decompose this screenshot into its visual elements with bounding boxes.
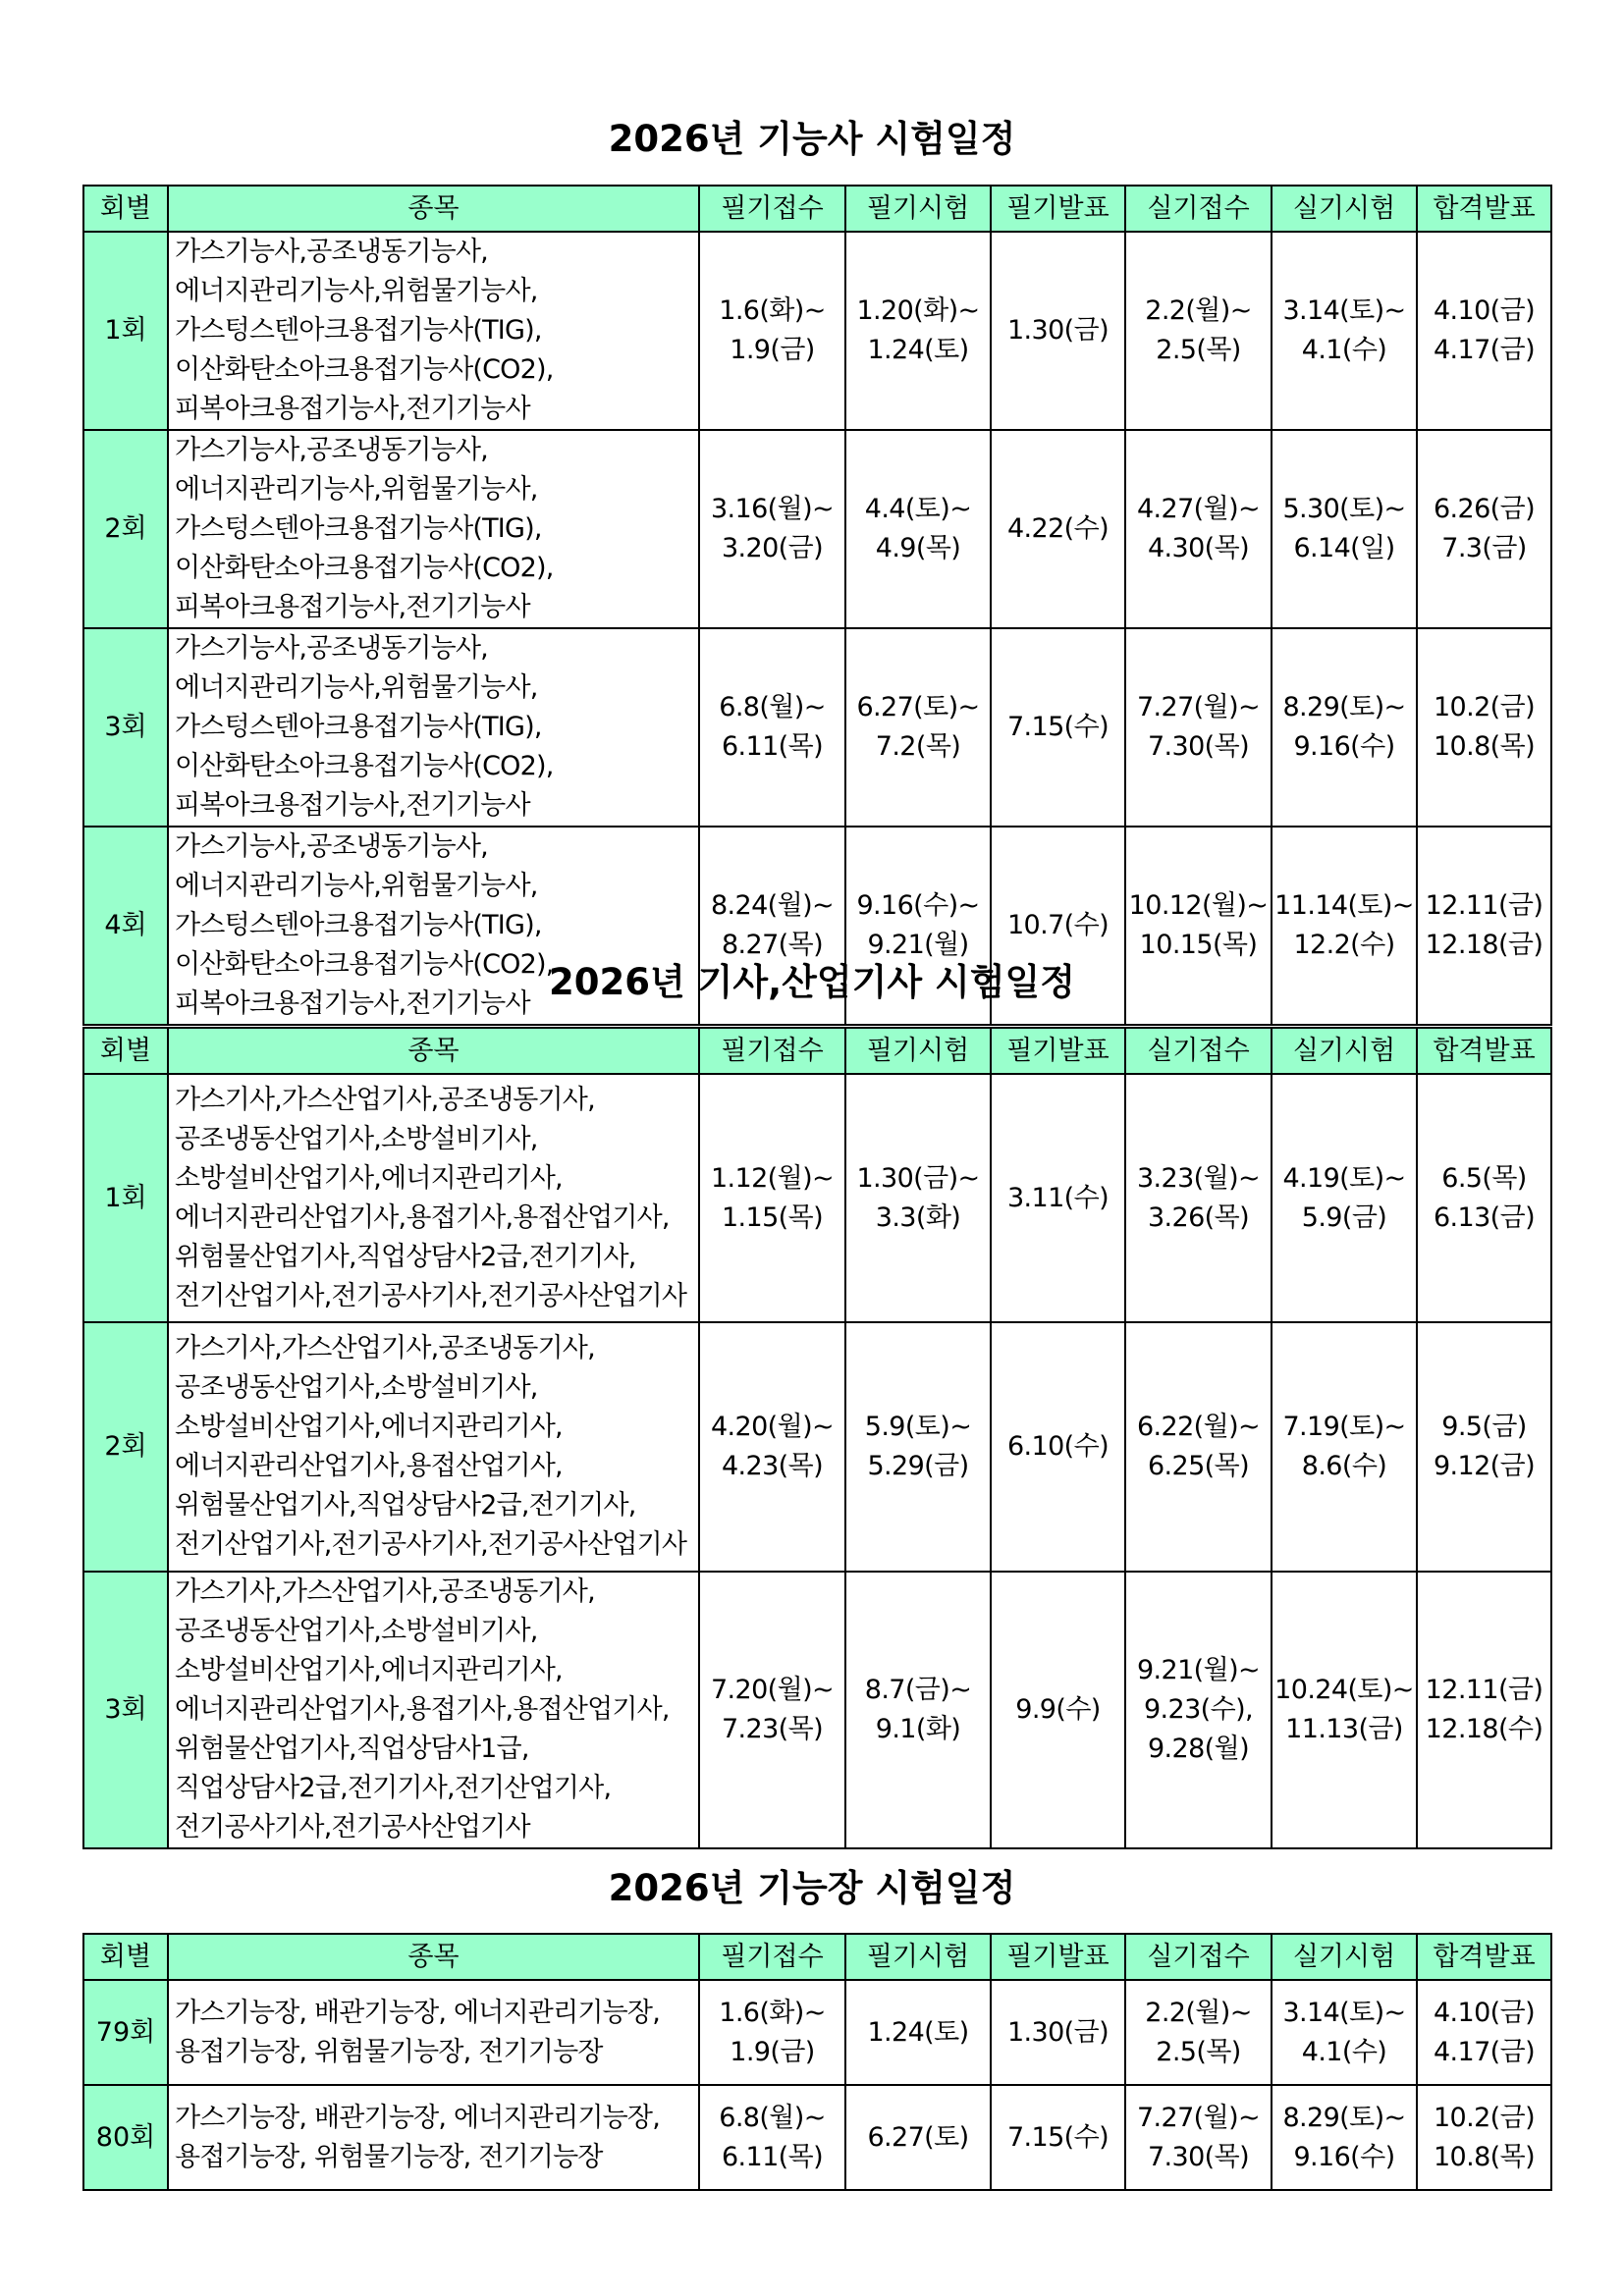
date-text: 2.2(월)~ (1145, 295, 1252, 326)
final-result-cell (1417, 1074, 1551, 1322)
table-header (83, 1028, 1551, 1074)
header-practical-apply: 실기접수 (1125, 186, 1272, 232)
date-text: 11.13(금) (1285, 1714, 1403, 1744)
round-cell: 79회 (83, 1980, 168, 2085)
header-written-exam: 필기시험 (845, 186, 991, 232)
final-result-cell (1417, 1980, 1551, 2085)
header-row (83, 1028, 1551, 1074)
table-row (83, 1074, 1551, 1322)
subjects-cell: 가스기사,가스산업기사,공조냉동기사,공조냉동산업기사,소방설비기사,소방설비산업기사,에너지관리기사,에너지관리산업기사,용접기사,용접산업기사,위험물산업기사,직업상담사2급,전기기사,전기산업기사,전기공사기사,전기공사산업기사 (168, 1074, 699, 1322)
header-subject: 종목 (168, 1028, 699, 1074)
date-text: 12.18(금) (1425, 930, 1543, 960)
date-text: 1.30(금)~ (856, 1162, 980, 1194)
date-text: 7.30(목) (1147, 2141, 1250, 2172)
table-header (83, 1934, 1551, 1980)
date-text: 1.9(금) (730, 2036, 815, 2067)
header-subject: 종목 (168, 186, 699, 232)
date-text: 1.30(금) (1006, 315, 1110, 346)
written-apply-cell (699, 628, 845, 827)
date-text: 4.10(금) (1433, 295, 1536, 326)
date-text: 3.20(금) (721, 533, 824, 563)
header-written-apply: 필기접수 (699, 186, 845, 232)
date-text: 9.12(금) (1433, 1451, 1536, 1481)
date-text: 7.23(목) (721, 1714, 824, 1744)
date-text: 4.19(토)~ (1282, 1162, 1406, 1194)
date-text: 4.22(수) (1006, 513, 1110, 544)
practical-exam-cell (1272, 628, 1417, 827)
date-text: 9.21(월)~ (1136, 1655, 1261, 1685)
header-round: 회별 (83, 1028, 168, 1074)
date-text: 1.15(목) (721, 1201, 824, 1233)
written-result-cell (991, 2085, 1125, 2190)
written-exam-cell (845, 1572, 991, 1848)
written-apply-cell (699, 430, 845, 628)
written-exam-cell (845, 2085, 991, 2190)
header-written-result: 필기발표 (991, 1028, 1125, 1074)
written-apply-cell (699, 1322, 845, 1572)
date-text: 6.27(토)~ (856, 692, 980, 722)
date-text: 8.29(토)~ (1282, 2102, 1406, 2133)
header-practical-exam: 실기시험 (1272, 1028, 1417, 1074)
date-text: 5.29(금) (867, 1451, 969, 1481)
date-text: 1.30(금) (1006, 2016, 1110, 2048)
date-text: 4.1(수) (1301, 2036, 1387, 2067)
round-cell: 4회 (83, 827, 168, 1025)
date-text: 7.30(목) (1147, 731, 1250, 762)
written-result-cell (991, 232, 1125, 430)
practical-exam-cell (1272, 430, 1417, 628)
date-text: 7.20(월)~ (710, 1675, 835, 1705)
written-apply-cell (699, 1980, 845, 2085)
round-cell: 80회 (83, 2085, 168, 2190)
practical-exam-cell (1272, 1572, 1417, 1848)
header-written-exam: 필기시험 (845, 1028, 991, 1074)
date-text: 7.2(목) (875, 731, 961, 762)
table-body (83, 232, 1551, 1025)
schedule-table (82, 1027, 1552, 1849)
date-text: 7.3(금) (1441, 533, 1527, 563)
practical-apply-cell (1125, 1572, 1272, 1848)
written-result-cell (991, 1980, 1125, 2085)
header-subject: 종목 (168, 1934, 699, 1980)
date-text: 9.23(수), (1143, 1694, 1254, 1725)
header-round: 회별 (83, 1934, 168, 1980)
practical-exam-cell (1272, 1322, 1417, 1572)
table-row (83, 2085, 1551, 2190)
round-cell: 3회 (83, 628, 168, 827)
round-cell: 3회 (83, 1572, 168, 1848)
written-exam-cell (845, 430, 991, 628)
schedule-table (82, 185, 1552, 1026)
date-text: 1.24(토) (867, 2016, 969, 2048)
date-text: 4.30(목) (1147, 533, 1250, 563)
date-text: 8.29(토)~ (1282, 692, 1406, 722)
final-result-cell (1417, 430, 1551, 628)
written-apply-cell (699, 1074, 845, 1322)
header-row (83, 186, 1551, 232)
table-row (83, 1572, 1551, 1848)
date-text: 10.15(목) (1139, 930, 1258, 960)
date-text: 3.14(토)~ (1282, 1997, 1406, 2028)
subjects-cell: 가스기능사,공조냉동기능사,에너지관리기능사,위험물기능사,가스텅스텐아크용접기능사(TIG),이산화탄소아크용접기능사(CO2),피복아크용접기능사,전기기능사 (168, 628, 699, 827)
date-text: 6.8(월)~ (719, 692, 826, 722)
written-exam-cell (845, 1322, 991, 1572)
written-exam-cell (845, 232, 991, 430)
date-text: 6.5(목) (1441, 1162, 1527, 1194)
date-text: 6.27(토) (867, 2121, 969, 2153)
date-text: 4.17(금) (1433, 2036, 1536, 2067)
written-result-cell (991, 628, 1125, 827)
date-text: 12.18(수) (1425, 1714, 1543, 1744)
date-text: 6.13(금) (1433, 1201, 1536, 1233)
practical-apply-cell (1125, 1980, 1272, 2085)
date-text: 3.3(화) (875, 1201, 961, 1233)
practical-apply-cell (1125, 628, 1272, 827)
date-text: 12.11(금) (1425, 890, 1543, 921)
date-text: 9.1(화) (875, 1714, 961, 1744)
round-cell: 1회 (83, 232, 168, 430)
header-practical-exam: 실기시험 (1272, 1934, 1417, 1980)
date-text: 10.12(월)~ (1128, 890, 1269, 921)
practical-exam-cell (1272, 2085, 1417, 2190)
practical-exam-cell (1272, 1980, 1417, 2085)
date-text: 10.7(수) (1006, 910, 1110, 940)
date-text: 9.28(월) (1147, 1734, 1250, 1764)
table-row (83, 1322, 1551, 1572)
date-text: 2.5(목) (1156, 335, 1241, 365)
date-text: 2.2(월)~ (1145, 1997, 1252, 2028)
date-text: 4.20(월)~ (710, 1412, 835, 1442)
date-text: 8.6(수) (1301, 1451, 1387, 1481)
date-text: 4.4(토)~ (864, 494, 972, 524)
header-written-apply: 필기접수 (699, 1934, 845, 1980)
subjects-cell: 가스기능사,공조냉동기능사,에너지관리기능사,위험물기능사,가스텅스텐아크용접기능사(TIG),이산화탄소아크용접기능사(CO2),피복아크용접기능사,전기기능사 (168, 232, 699, 430)
table-row (83, 430, 1551, 628)
written-apply-cell (699, 1572, 845, 1848)
header-round: 회별 (83, 186, 168, 232)
date-text: 4.23(목) (721, 1451, 824, 1481)
date-text: 12.2(수) (1293, 930, 1395, 960)
practical-apply-cell (1125, 232, 1272, 430)
schedule-table (82, 1933, 1552, 2191)
date-text: 8.7(금)~ (864, 1675, 972, 1705)
round-cell: 1회 (83, 1074, 168, 1322)
date-text: 1.6(화)~ (719, 295, 826, 326)
round-cell: 2회 (83, 1322, 168, 1572)
subjects-cell: 가스기사,가스산업기사,공조냉동기사,공조냉동산업기사,소방설비기사,소방설비산업기사,에너지관리기사,에너지관리산업기사,용접산업기사,위험물산업기사,직업상담사2급,전기기사,전기산업기사,전기공사기사,전기공사산업기사 (168, 1322, 699, 1572)
written-result-cell (991, 1322, 1125, 1572)
written-result-cell (991, 430, 1125, 628)
practical-exam-cell (1272, 1074, 1417, 1322)
section-title: 2026년 기사,산업기사 시험일정 (549, 961, 1075, 1003)
date-text: 1.20(화)~ (856, 295, 980, 326)
section-title: 2026년 기능장 시험일정 (608, 1867, 1016, 1909)
date-text: 9.16(수)~ (856, 890, 980, 921)
header-final-result: 합격발표 (1417, 186, 1551, 232)
table-header (83, 186, 1551, 232)
table-row (83, 628, 1551, 827)
final-result-cell (1417, 2085, 1551, 2190)
subjects-cell: 가스기능사,공조냉동기능사,에너지관리기능사,위험물기능사,가스텅스텐아크용접기능사(TIG),이산화탄소아크용접기능사(CO2),피복아크용접기능사,전기기능사 (168, 827, 699, 1025)
date-text: 6.11(목) (721, 731, 824, 762)
table-body (83, 1074, 1551, 1848)
date-text: 10.24(토)~ (1274, 1675, 1414, 1705)
date-text: 4.17(금) (1433, 335, 1536, 365)
header-written-exam: 필기시험 (845, 1934, 991, 1980)
date-text: 11.14(토)~ (1274, 890, 1414, 921)
date-text: 3.11(수) (1006, 1182, 1110, 1213)
subjects-cell: 가스기능장, 배관기능장, 에너지관리기능장, 용접기능장, 위험물기능장, 전기기능장 (168, 1980, 699, 2085)
header-practical-apply: 실기접수 (1125, 1934, 1272, 1980)
date-text: 9.9(수) (1015, 1694, 1101, 1725)
written-exam-cell (845, 1980, 991, 2085)
table-body (83, 1980, 1551, 2190)
final-result-cell (1417, 232, 1551, 430)
header-row (83, 1934, 1551, 1980)
header-practical-apply: 실기접수 (1125, 1028, 1272, 1074)
date-text: 12.11(금) (1425, 1675, 1543, 1705)
date-text: 3.14(토)~ (1282, 295, 1406, 326)
date-text: 1.24(토) (867, 335, 969, 365)
date-text: 1.6(화)~ (719, 1997, 826, 2028)
header-written-result: 필기발표 (991, 1934, 1125, 1980)
written-result-cell (991, 1572, 1125, 1848)
final-result-cell (1417, 1322, 1551, 1572)
date-text: 6.25(목) (1147, 1451, 1250, 1481)
date-text: 5.9(금) (1301, 1201, 1387, 1233)
date-text: 3.16(월)~ (710, 494, 835, 524)
date-text: 1.12(월)~ (710, 1162, 835, 1194)
written-result-cell (991, 1074, 1125, 1322)
date-text: 6.10(수) (1006, 1431, 1110, 1462)
date-text: 7.27(월)~ (1136, 2102, 1261, 2133)
practical-exam-cell (1272, 232, 1417, 430)
final-result-cell (1417, 628, 1551, 827)
table-row (83, 1980, 1551, 2085)
header-final-result: 합격발표 (1417, 1934, 1551, 1980)
header-written-result: 필기발표 (991, 186, 1125, 232)
round-cell: 2회 (83, 430, 168, 628)
date-text: 4.9(목) (875, 533, 961, 563)
practical-apply-cell (1125, 1074, 1272, 1322)
date-text: 6.8(월)~ (719, 2102, 826, 2133)
written-exam-cell (845, 628, 991, 827)
date-text: 4.10(금) (1433, 1997, 1536, 2028)
date-text: 1.9(금) (730, 335, 815, 365)
subjects-cell: 가스기능장, 배관기능장, 에너지관리기능장, 용접기능장, 위험물기능장, 전기기능장 (168, 2085, 699, 2190)
date-text: 8.27(목) (721, 930, 824, 960)
date-text: 10.2(금) (1433, 2102, 1536, 2133)
date-text: 9.5(금) (1441, 1412, 1527, 1442)
header-final-result: 합격발표 (1417, 1028, 1551, 1074)
date-text: 7.15(수) (1006, 712, 1110, 742)
subjects-cell: 가스기능사,공조냉동기능사,에너지관리기능사,위험물기능사,가스텅스텐아크용접기능사(TIG),이산화탄소아크용접기능사(CO2),피복아크용접기능사,전기기능사 (168, 430, 699, 628)
date-text: 5.9(토)~ (864, 1412, 972, 1442)
date-text: 7.15(수) (1006, 2121, 1110, 2153)
written-exam-cell (845, 1074, 991, 1322)
date-text: 9.21(월) (867, 930, 969, 960)
date-text: 3.23(월)~ (1136, 1162, 1261, 1194)
date-text: 6.22(월)~ (1136, 1412, 1261, 1442)
table-row (83, 232, 1551, 430)
date-text: 9.16(수) (1293, 2141, 1395, 2172)
practical-apply-cell (1125, 430, 1272, 628)
date-text: 3.26(목) (1147, 1201, 1250, 1233)
written-apply-cell (699, 2085, 845, 2190)
date-text: 7.27(월)~ (1136, 692, 1261, 722)
practical-apply-cell (1125, 2085, 1272, 2190)
date-text: 4.1(수) (1301, 335, 1387, 365)
final-result-cell (1417, 1572, 1551, 1848)
date-text: 8.24(월)~ (710, 890, 835, 921)
practical-apply-cell (1125, 1322, 1272, 1572)
date-text: 4.27(월)~ (1136, 494, 1261, 524)
date-text: 9.16(수) (1293, 731, 1395, 762)
date-text: 10.2(금) (1433, 692, 1536, 722)
date-text: 2.5(목) (1156, 2036, 1241, 2067)
date-text: 6.26(금) (1433, 494, 1536, 524)
date-text: 6.11(목) (721, 2141, 824, 2172)
date-text: 7.19(토)~ (1282, 1412, 1406, 1442)
section-title: 2026년 기능사 시험일정 (608, 118, 1016, 160)
date-text: 5.30(토)~ (1282, 494, 1406, 524)
date-text: 6.14(일) (1293, 533, 1395, 563)
header-written-apply: 필기접수 (699, 1028, 845, 1074)
date-text: 10.8(목) (1433, 2141, 1536, 2172)
subjects-cell: 가스기사,가스산업기사,공조냉동기사,공조냉동산업기사,소방설비기사,소방설비산업기사,에너지관리기사,에너지관리산업기사,용접기사,용접산업기사,위험물산업기사,직업상담사1급,직업상담사2급,전기기사,전기산업기사,전기공사기사,전기공사산업기사 (168, 1572, 699, 1848)
date-text: 10.8(목) (1433, 731, 1536, 762)
written-apply-cell (699, 232, 845, 430)
header-practical-exam: 실기시험 (1272, 186, 1417, 232)
